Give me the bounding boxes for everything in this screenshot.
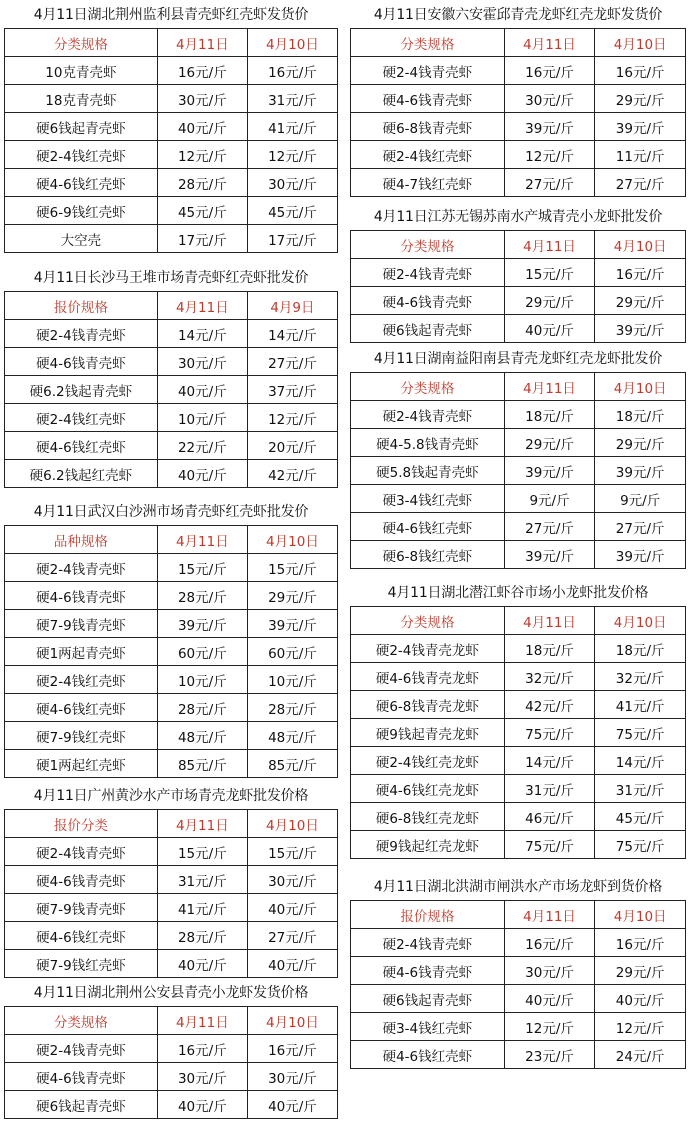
price-cell: 28元/斤 xyxy=(247,694,337,722)
spec-cell: 硬4-6钱红壳虾 xyxy=(351,1041,505,1069)
price-cell: 39元/斤 xyxy=(247,610,337,638)
price-cell: 75元/斤 xyxy=(595,719,686,747)
price-cell: 45元/斤 xyxy=(247,197,337,225)
table-row xyxy=(5,376,338,404)
price-cell: 60元/斤 xyxy=(157,638,247,666)
spec-cell: 硬6-8钱红壳虾 xyxy=(351,541,505,569)
table-row xyxy=(5,141,338,169)
spec-cell: 硬4-6钱红壳虾 xyxy=(5,169,158,197)
price-cell: 10元/斤 xyxy=(247,666,337,694)
price-cell: 30元/斤 xyxy=(247,866,337,894)
price-cell: 27元/斤 xyxy=(595,513,686,541)
table-row xyxy=(5,866,338,894)
price-block xyxy=(4,269,338,488)
table-title: 4月11日长沙马王堆市场青壳虾红壳虾批发价 xyxy=(33,270,309,286)
table-title: 4月11日湖南益阳南县青壳龙虾红壳龙虾批发价 xyxy=(373,351,663,367)
price-cell: 27元/斤 xyxy=(504,169,595,197)
price-block xyxy=(350,208,686,343)
table-row xyxy=(5,554,338,582)
price-cell: 45元/斤 xyxy=(157,197,247,225)
spec-cell: 硬3-4钱红壳虾 xyxy=(351,485,505,513)
price-cell: 15元/斤 xyxy=(247,838,337,866)
price-cell: 39元/斤 xyxy=(595,315,686,343)
price-cell: 29元/斤 xyxy=(595,85,686,113)
header-spec: 分类规格 xyxy=(351,231,505,259)
price-cell: 29元/斤 xyxy=(595,429,686,457)
spec-cell: 硬2-4钱青壳虾 xyxy=(5,838,158,866)
price-cell: 9元/斤 xyxy=(595,485,686,513)
table-title: 4月11日湖北荆州监利县青壳虾红壳虾发货价 xyxy=(33,7,309,23)
price-cell: 27元/斤 xyxy=(595,169,686,197)
spec-cell: 硬7-9钱青壳虾 xyxy=(5,610,158,638)
spec-cell: 硬4-6钱红壳虾 xyxy=(5,922,158,950)
price-cell: 9元/斤 xyxy=(504,485,595,513)
table-row xyxy=(5,1035,338,1063)
price-cell: 48元/斤 xyxy=(157,722,247,750)
table-row xyxy=(351,831,686,859)
price-cell: 16元/斤 xyxy=(595,57,686,85)
header-spec: 报价规格 xyxy=(5,292,158,320)
table-row xyxy=(5,582,338,610)
price-cell: 14元/斤 xyxy=(504,747,595,775)
table-row xyxy=(5,225,338,253)
price-table xyxy=(350,372,686,569)
price-cell: 29元/斤 xyxy=(504,429,595,457)
price-cell: 15元/斤 xyxy=(157,554,247,582)
table-row xyxy=(5,404,338,432)
header-spec: 分类规格 xyxy=(351,29,505,57)
price-cell: 30元/斤 xyxy=(157,348,247,376)
price-table xyxy=(4,291,338,488)
table-row xyxy=(5,320,338,348)
price-cell: 16元/斤 xyxy=(157,57,247,85)
price-block xyxy=(350,6,686,197)
spec-cell: 硬1两起青壳虾 xyxy=(5,638,158,666)
price-block xyxy=(4,984,338,1119)
header-date-2: 4月10日 xyxy=(595,231,686,259)
price-cell: 28元/斤 xyxy=(157,694,247,722)
table-row xyxy=(351,401,686,429)
spec-cell: 硬4-5.8钱青壳虾 xyxy=(351,429,505,457)
spec-cell: 硬6钱起青壳虾 xyxy=(5,1091,158,1119)
price-cell: 18元/斤 xyxy=(504,635,595,663)
spec-cell: 硬7-9钱红壳虾 xyxy=(5,950,158,978)
table-row xyxy=(5,169,338,197)
price-cell: 30元/斤 xyxy=(504,957,595,985)
price-cell: 40元/斤 xyxy=(157,1091,247,1119)
price-cell: 37元/斤 xyxy=(247,376,337,404)
spec-cell: 硬4-6钱红壳虾 xyxy=(5,694,158,722)
price-table xyxy=(350,606,686,859)
price-cell: 23元/斤 xyxy=(504,1041,595,1069)
spec-cell: 硬6-8钱青壳虾 xyxy=(351,113,505,141)
price-block xyxy=(350,878,686,1069)
price-cell: 40元/斤 xyxy=(247,1091,337,1119)
price-cell: 18元/斤 xyxy=(504,401,595,429)
table-row xyxy=(5,950,338,978)
spec-cell: 硬4-6钱青壳虾 xyxy=(351,287,505,315)
price-cell: 29元/斤 xyxy=(504,287,595,315)
price-table xyxy=(350,900,686,1069)
price-cell: 39元/斤 xyxy=(504,113,595,141)
price-cell: 16元/斤 xyxy=(595,929,686,957)
table-row xyxy=(351,691,686,719)
price-cell: 40元/斤 xyxy=(504,985,595,1013)
spec-cell: 硬9钱起红壳龙虾 xyxy=(351,831,505,859)
spec-cell: 硬4-6钱红壳虾 xyxy=(351,513,505,541)
header-date-1: 4月11日 xyxy=(504,231,595,259)
price-cell: 15元/斤 xyxy=(157,838,247,866)
price-cell: 12元/斤 xyxy=(157,141,247,169)
spec-cell: 硬2-4钱红壳虾 xyxy=(5,141,158,169)
header-date-1: 4月11日 xyxy=(504,29,595,57)
price-cell: 41元/斤 xyxy=(157,894,247,922)
spec-cell: 硬4-6钱红壳虾 xyxy=(5,432,158,460)
spec-cell: 硬6.2钱起青壳虾 xyxy=(5,376,158,404)
spec-cell: 硬6-9钱红壳虾 xyxy=(5,197,158,225)
table-row xyxy=(351,85,686,113)
spec-cell: 硬6.2钱起红壳虾 xyxy=(5,460,158,488)
price-cell: 12元/斤 xyxy=(247,141,337,169)
spec-cell: 硬6-8钱青壳龙虾 xyxy=(351,691,505,719)
price-cell: 17元/斤 xyxy=(247,225,337,253)
table-row xyxy=(5,638,338,666)
table-row xyxy=(5,694,338,722)
price-cell: 28元/斤 xyxy=(157,169,247,197)
table-row xyxy=(5,85,338,113)
price-cell: 15元/斤 xyxy=(504,259,595,287)
price-cell: 29元/斤 xyxy=(595,287,686,315)
table-row xyxy=(351,1013,686,1041)
price-cell: 41元/斤 xyxy=(595,691,686,719)
price-cell: 40元/斤 xyxy=(247,894,337,922)
price-cell: 15元/斤 xyxy=(247,554,337,582)
header-spec: 分类规格 xyxy=(351,607,505,635)
spec-cell: 硬2-4钱青壳虾 xyxy=(351,929,505,957)
price-cell: 12元/斤 xyxy=(504,1013,595,1041)
price-table xyxy=(350,230,686,343)
price-block xyxy=(4,503,338,778)
spec-cell: 硬2-4钱青壳龙虾 xyxy=(351,635,505,663)
table-row xyxy=(351,803,686,831)
table-header-row xyxy=(351,231,686,259)
spec-cell: 大空壳 xyxy=(5,225,158,253)
table-row xyxy=(351,457,686,485)
price-table xyxy=(4,1006,338,1119)
price-cell: 42元/斤 xyxy=(504,691,595,719)
table-row xyxy=(5,57,338,85)
table-title: 4月11日湖北荆州公安县青壳小龙虾发货价格 xyxy=(33,985,309,1001)
table-row xyxy=(5,838,338,866)
spec-cell: 硬2-4钱青壳虾 xyxy=(351,401,505,429)
price-cell: 39元/斤 xyxy=(504,541,595,569)
header-date-1: 4月11日 xyxy=(157,526,247,554)
price-cell: 18元/斤 xyxy=(595,635,686,663)
table-row xyxy=(351,635,686,663)
price-cell: 30元/斤 xyxy=(504,85,595,113)
header-date-1: 4月11日 xyxy=(504,607,595,635)
header-date-1: 4月11日 xyxy=(157,810,247,838)
price-cell: 12元/斤 xyxy=(504,141,595,169)
price-cell: 75元/斤 xyxy=(595,831,686,859)
table-row xyxy=(5,750,338,778)
spec-cell: 10克青壳虾 xyxy=(5,57,158,85)
spec-cell: 硬2-4钱青壳虾 xyxy=(5,1035,158,1063)
price-cell: 75元/斤 xyxy=(504,831,595,859)
table-row xyxy=(351,1041,686,1069)
table-row xyxy=(5,922,338,950)
price-cell: 10元/斤 xyxy=(157,404,247,432)
table-row xyxy=(351,747,686,775)
price-cell: 48元/斤 xyxy=(247,722,337,750)
price-cell: 32元/斤 xyxy=(595,663,686,691)
table-title: 4月11日武汉白沙洲市场青壳虾红壳虾批发价 xyxy=(33,504,309,520)
table-header-row xyxy=(351,607,686,635)
price-cell: 39元/斤 xyxy=(595,541,686,569)
price-cell: 39元/斤 xyxy=(157,610,247,638)
header-date-1: 4月11日 xyxy=(504,373,595,401)
price-cell: 85元/斤 xyxy=(247,750,337,778)
table-header-row xyxy=(5,292,338,320)
price-cell: 11元/斤 xyxy=(595,141,686,169)
spec-cell: 硬7-9钱青壳虾 xyxy=(5,894,158,922)
table-header-row xyxy=(351,29,686,57)
table-row xyxy=(351,985,686,1013)
table-row xyxy=(351,541,686,569)
header-date-2: 4月10日 xyxy=(595,607,686,635)
price-cell: 42元/斤 xyxy=(247,460,337,488)
spec-cell: 硬2-4钱青壳虾 xyxy=(351,57,505,85)
price-block xyxy=(4,6,338,253)
table-row xyxy=(351,929,686,957)
price-cell: 41元/斤 xyxy=(247,113,337,141)
table-row xyxy=(351,663,686,691)
price-cell: 39元/斤 xyxy=(504,457,595,485)
price-cell: 40元/斤 xyxy=(157,950,247,978)
price-cell: 39元/斤 xyxy=(595,457,686,485)
table-row xyxy=(351,315,686,343)
table-row xyxy=(351,57,686,85)
price-cell: 31元/斤 xyxy=(595,775,686,803)
price-cell: 32元/斤 xyxy=(504,663,595,691)
price-cell: 12元/斤 xyxy=(247,404,337,432)
header-spec: 报价分类 xyxy=(5,810,158,838)
table-row xyxy=(5,460,338,488)
price-cell: 27元/斤 xyxy=(504,513,595,541)
price-cell: 20元/斤 xyxy=(247,432,337,460)
price-cell: 30元/斤 xyxy=(247,169,337,197)
price-cell: 40元/斤 xyxy=(504,315,595,343)
header-date-2: 4月10日 xyxy=(595,901,686,929)
price-cell: 60元/斤 xyxy=(247,638,337,666)
price-cell: 40元/斤 xyxy=(595,985,686,1013)
table-row xyxy=(5,666,338,694)
table-header-row xyxy=(5,810,338,838)
price-cell: 17元/斤 xyxy=(157,225,247,253)
price-block xyxy=(4,787,338,978)
spec-cell: 硬3-4钱红壳虾 xyxy=(351,1013,505,1041)
spec-cell: 硬6钱起青壳虾 xyxy=(5,113,158,141)
header-date-2: 4月9日 xyxy=(247,292,337,320)
table-row xyxy=(351,169,686,197)
price-cell: 14元/斤 xyxy=(247,320,337,348)
spec-cell: 硬6钱起青壳虾 xyxy=(351,985,505,1013)
table-title: 4月11日湖北洪湖市闸洪水产市场龙虾到货价格 xyxy=(373,879,663,895)
header-date-1: 4月11日 xyxy=(504,901,595,929)
table-row xyxy=(5,610,338,638)
table-row xyxy=(351,259,686,287)
table-row xyxy=(351,113,686,141)
table-row xyxy=(351,485,686,513)
spec-cell: 硬2-4钱红壳虾 xyxy=(5,666,158,694)
spec-cell: 硬2-4钱青壳虾 xyxy=(351,259,505,287)
header-spec: 分类规格 xyxy=(5,1007,158,1035)
price-cell: 24元/斤 xyxy=(595,1041,686,1069)
header-date-1: 4月11日 xyxy=(157,29,247,57)
price-table xyxy=(350,28,686,197)
table-title: 4月11日江苏无锡苏南水产城青壳小龙虾批发价 xyxy=(373,209,663,225)
price-cell: 28元/斤 xyxy=(157,922,247,950)
table-row xyxy=(351,775,686,803)
spec-cell: 硬9钱起青壳龙虾 xyxy=(351,719,505,747)
header-spec: 分类规格 xyxy=(351,373,505,401)
table-row xyxy=(5,348,338,376)
table-row xyxy=(351,957,686,985)
spec-cell: 硬6钱起青壳虾 xyxy=(351,315,505,343)
table-title: 4月11日安徽六安霍邱青壳龙虾红壳龙虾发货价 xyxy=(373,7,663,23)
price-cell: 30元/斤 xyxy=(157,85,247,113)
spec-cell: 硬4-6钱青壳虾 xyxy=(5,582,158,610)
table-row xyxy=(5,432,338,460)
table-header-row xyxy=(5,1007,338,1035)
header-date-1: 4月11日 xyxy=(157,1007,247,1035)
table-row xyxy=(5,197,338,225)
table-header-row xyxy=(351,373,686,401)
spec-cell: 硬5.8钱起青壳虾 xyxy=(351,457,505,485)
table-row xyxy=(5,722,338,750)
header-date-1: 4月11日 xyxy=(157,292,247,320)
table-header-row xyxy=(5,29,338,57)
spec-cell: 硬4-6钱青壳龙虾 xyxy=(351,663,505,691)
header-date-2: 4月10日 xyxy=(247,1007,337,1035)
price-cell: 12元/斤 xyxy=(595,1013,686,1041)
price-table xyxy=(4,809,338,978)
price-cell: 27元/斤 xyxy=(247,922,337,950)
header-date-2: 4月10日 xyxy=(247,29,337,57)
spec-cell: 硬2-4钱红壳虾 xyxy=(351,141,505,169)
spec-cell: 硬1两起红壳虾 xyxy=(5,750,158,778)
price-cell: 39元/斤 xyxy=(595,113,686,141)
price-cell: 45元/斤 xyxy=(595,803,686,831)
price-cell: 30元/斤 xyxy=(157,1063,247,1091)
price-cell: 16元/斤 xyxy=(504,929,595,957)
header-date-2: 4月10日 xyxy=(595,29,686,57)
price-block xyxy=(350,350,686,569)
table-title: 4月11日广州黄沙水产市场青壳龙虾批发价格 xyxy=(33,788,309,804)
spec-cell: 硬4-6钱青壳虾 xyxy=(5,866,158,894)
table-row xyxy=(5,894,338,922)
price-cell: 75元/斤 xyxy=(504,719,595,747)
price-block xyxy=(350,584,686,859)
header-date-2: 4月10日 xyxy=(595,373,686,401)
price-cell: 14元/斤 xyxy=(595,747,686,775)
table-header-row xyxy=(5,526,338,554)
spec-cell: 硬2-4钱青壳虾 xyxy=(5,554,158,582)
header-spec: 分类规格 xyxy=(5,29,158,57)
price-cell: 46元/斤 xyxy=(504,803,595,831)
price-cell: 14元/斤 xyxy=(157,320,247,348)
spec-cell: 18克青壳虾 xyxy=(5,85,158,113)
header-spec: 品种规格 xyxy=(5,526,158,554)
table-row xyxy=(351,287,686,315)
price-cell: 16元/斤 xyxy=(247,1035,337,1063)
price-cell: 28元/斤 xyxy=(157,582,247,610)
price-cell: 27元/斤 xyxy=(247,348,337,376)
spec-cell: 硬2-4钱红壳虾 xyxy=(5,404,158,432)
spec-cell: 硬7-9钱红壳虾 xyxy=(5,722,158,750)
price-cell: 16元/斤 xyxy=(595,259,686,287)
price-cell: 40元/斤 xyxy=(157,460,247,488)
header-date-2: 4月10日 xyxy=(247,810,337,838)
price-table xyxy=(4,28,338,253)
table-header-row xyxy=(351,901,686,929)
spec-cell: 硬6-8钱红壳龙虾 xyxy=(351,803,505,831)
price-cell: 22元/斤 xyxy=(157,432,247,460)
table-row xyxy=(351,513,686,541)
price-cell: 29元/斤 xyxy=(247,582,337,610)
price-table xyxy=(4,525,338,778)
spec-cell: 硬4-7钱红壳虾 xyxy=(351,169,505,197)
spec-cell: 硬4-6钱青壳虾 xyxy=(351,957,505,985)
price-cell: 40元/斤 xyxy=(157,113,247,141)
table-title: 4月11日湖北潜江虾谷市场小龙虾批发价格 xyxy=(387,585,649,601)
price-cell: 18元/斤 xyxy=(595,401,686,429)
price-cell: 40元/斤 xyxy=(157,376,247,404)
price-cell: 40元/斤 xyxy=(247,950,337,978)
price-cell: 29元/斤 xyxy=(595,957,686,985)
price-cell: 31元/斤 xyxy=(157,866,247,894)
price-cell: 16元/斤 xyxy=(247,57,337,85)
spec-cell: 硬4-6钱青壳虾 xyxy=(5,1063,158,1091)
table-row xyxy=(351,141,686,169)
table-row xyxy=(5,1063,338,1091)
header-date-2: 4月10日 xyxy=(247,526,337,554)
spec-cell: 硬4-6钱青壳虾 xyxy=(351,85,505,113)
table-row xyxy=(5,113,338,141)
spec-cell: 硬4-6钱红壳龙虾 xyxy=(351,775,505,803)
spec-cell: 硬2-4钱红壳龙虾 xyxy=(351,747,505,775)
spec-cell: 硬4-6钱青壳虾 xyxy=(5,348,158,376)
price-cell: 30元/斤 xyxy=(247,1063,337,1091)
price-cell: 16元/斤 xyxy=(157,1035,247,1063)
price-cell: 31元/斤 xyxy=(247,85,337,113)
spec-cell: 硬2-4钱青壳虾 xyxy=(5,320,158,348)
header-spec: 报价规格 xyxy=(351,901,505,929)
table-row xyxy=(351,719,686,747)
price-cell: 16元/斤 xyxy=(504,57,595,85)
price-cell: 85元/斤 xyxy=(157,750,247,778)
table-row xyxy=(351,429,686,457)
price-cell: 10元/斤 xyxy=(157,666,247,694)
price-cell: 31元/斤 xyxy=(504,775,595,803)
table-row xyxy=(5,1091,338,1119)
